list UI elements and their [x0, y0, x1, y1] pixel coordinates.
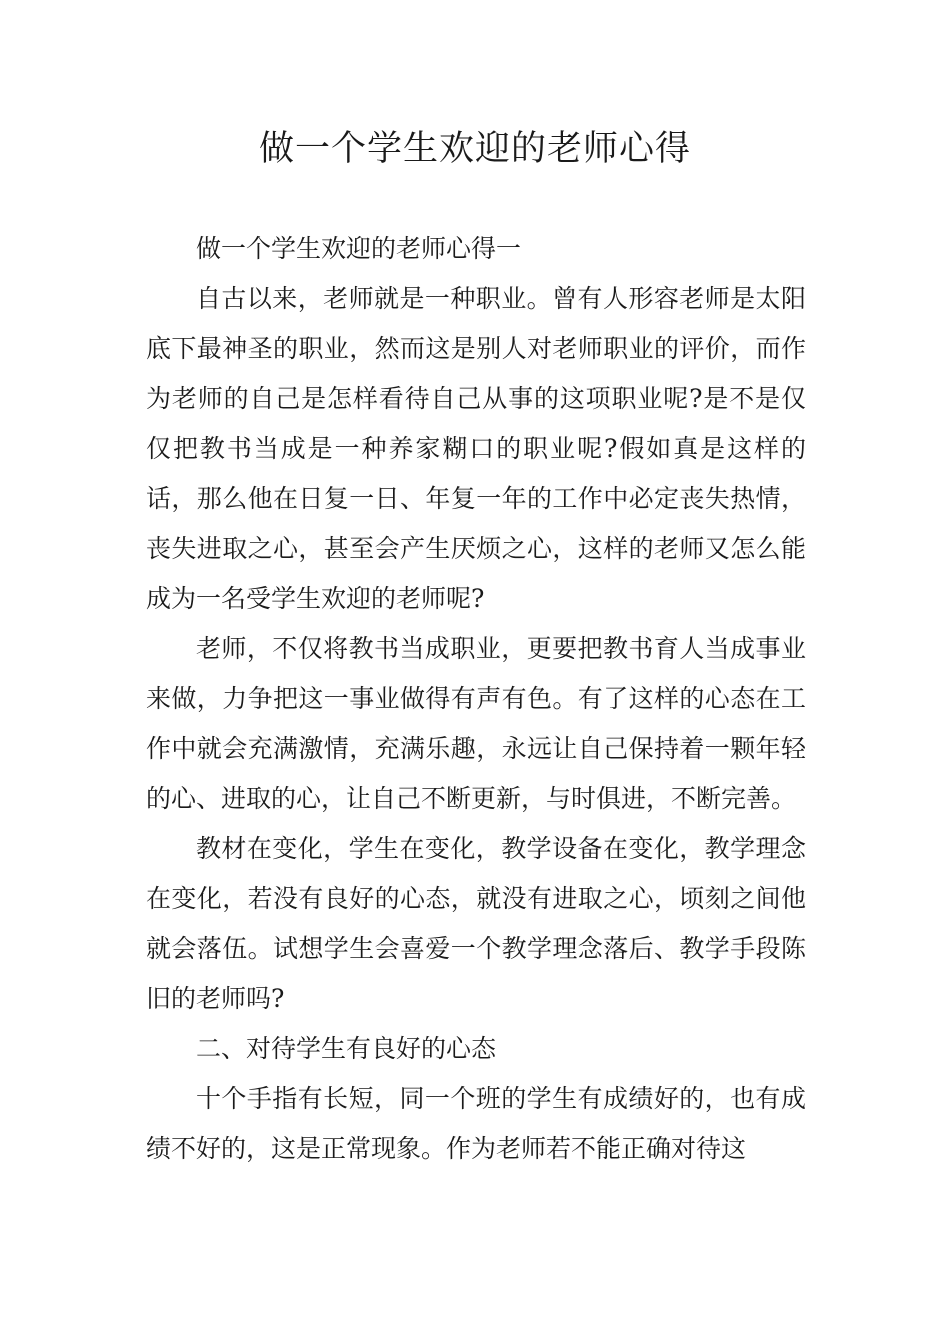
paragraph: 教材在变化，学生在变化，教学设备在变化，教学理念在变化，若没有良好的心态，就没有进取之心，顷刻之间他就会落伍。试想学生会喜爱一个教学理念落后、教学手段陈旧的老师吗? [146, 834, 806, 1013]
paragraph: 十个手指有长短，同一个班的学生有成绩好的，也有成绩不好的，这是正常现象。作为老师若不能正确对待这 [146, 1084, 806, 1163]
section-heading: 二、对待学生有良好的心态 [196, 1034, 497, 1063]
paragraph-subtitle: 做一个学生欢迎的老师心得一 [196, 234, 522, 263]
paragraph: 老师，不仅将教书当成职业，更要把教书育人当成事业来做，力争把这一事业做得有声有色。有了这样的心态在工作中就会充满激情，充满乐趣，永远让自己保持着一颗年轻的心、进取的心，让自己不断更新，与时俱进，不断完善。 [146, 634, 806, 813]
paragraph: 自古以来，老师就是一种职业。曾有人形容老师是太阳底下最神圣的职业，然而这是别人对老师职业的评价，而作为老师的自己是怎样看待自己从事的这项职业呢?是不是仅仅把教书当成是一种养家糊口的职业呢?假如真是这样的话，那么他在日复一日、年复一年的工作中必定丧失热情，丧失进取之心，甚至会产生厌烦之心，这样的老师又怎么能成为一名受学生欢迎的老师呢? [146, 284, 806, 613]
document-body [146, 224, 806, 1174]
document-title: 做一个学生欢迎的老师心得 [258, 129, 691, 169]
